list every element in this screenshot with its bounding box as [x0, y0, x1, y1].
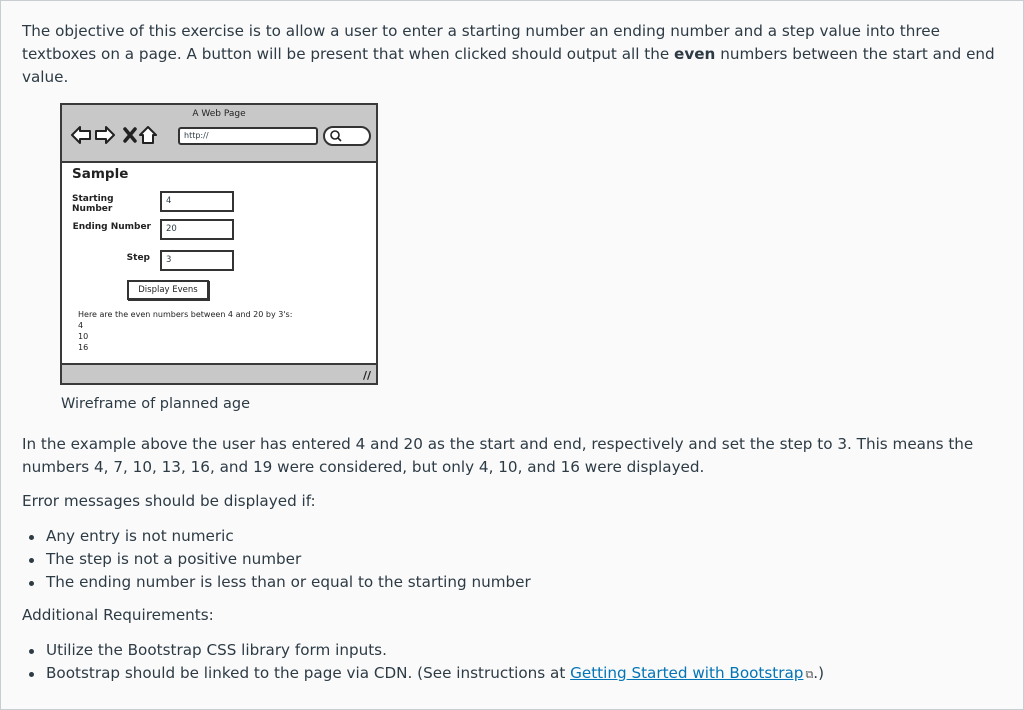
wireframe-output-value: 4	[78, 321, 84, 330]
list-item: The ending number is less than or equal to the starting number	[46, 571, 531, 594]
wireframe-starting-number-input: 4	[160, 191, 234, 212]
wireframe-window-title: A Web Page	[192, 109, 246, 119]
intro-bold-even: even	[674, 45, 716, 63]
wireframe-ending-number-label: Ending Number	[72, 222, 151, 232]
getting-started-bootstrap-link[interactable]: Getting Started with Bootstrap	[570, 664, 804, 682]
search-icon	[325, 128, 369, 144]
wireframe-heading: Sample	[72, 166, 129, 182]
external-link-icon: ⧉	[805, 668, 814, 681]
wireframe-starting-number-label: Starting Number	[72, 194, 114, 214]
errors-heading: Error messages should be displayed if:	[22, 492, 316, 510]
wireframe-image	[60, 103, 378, 385]
close-x-icon	[125, 129, 135, 141]
wireframe-display-evens-button: Display Evens	[127, 280, 209, 300]
wireframe-step-input: 3	[160, 250, 234, 271]
requirement-suffix: .)	[813, 664, 825, 682]
intro-text-1: The objective of this exercise is to allow a user to enter a starting number an ending number and a step value into three textboxes on a page. A button will be present that when clicked should output all the	[22, 22, 940, 63]
example-paragraph: In the example above the user has entered 4 and 20 as the start and end, respectively and set the step to 3. This means the numbers 4, 7, 10, 13, 16, and 19 were considered, but only 4, 10, and 16 were displayed.	[22, 435, 974, 476]
additional-requirements-heading: Additional Requirements:	[22, 606, 214, 624]
wireframe-status-bar	[62, 363, 376, 383]
wireframe-caption: Wireframe of planned age	[61, 396, 251, 412]
back-arrow-icon	[72, 127, 90, 143]
intro-paragraph	[22, 20, 1002, 89]
wireframe-step-label: Step	[126, 253, 150, 263]
list-item	[46, 662, 824, 686]
requirements-list	[22, 639, 824, 686]
wireframe-url-bar: http://	[178, 127, 318, 145]
errors-list	[22, 525, 531, 594]
wireframe-output-value: 10	[78, 332, 89, 341]
wireframe-nav-icons	[70, 124, 174, 146]
list-item: Any entry is not numeric	[46, 525, 531, 548]
list-item: Utilize the Bootstrap CSS library form inputs.	[46, 639, 824, 662]
wireframe-ending-number-input: 20	[160, 219, 234, 240]
requirement-text: Bootstrap should be linked to the page via CDN. (See instructions at	[46, 664, 571, 682]
list-item: The step is not a positive number	[46, 548, 531, 571]
wireframe-search-button	[323, 126, 371, 146]
wireframe-browser-toolbar	[62, 105, 376, 163]
forward-arrow-icon	[96, 127, 114, 143]
wireframe-output-intro: Here are the even numbers between 4 and 20 by 3's:	[78, 310, 293, 319]
intro-text-2: numbers between the start and end value.	[22, 45, 995, 86]
resize-grip-icon: //	[362, 369, 371, 382]
wireframe-output-value: 16	[78, 343, 89, 352]
home-icon	[140, 127, 156, 143]
wireframe-output	[78, 309, 292, 353]
